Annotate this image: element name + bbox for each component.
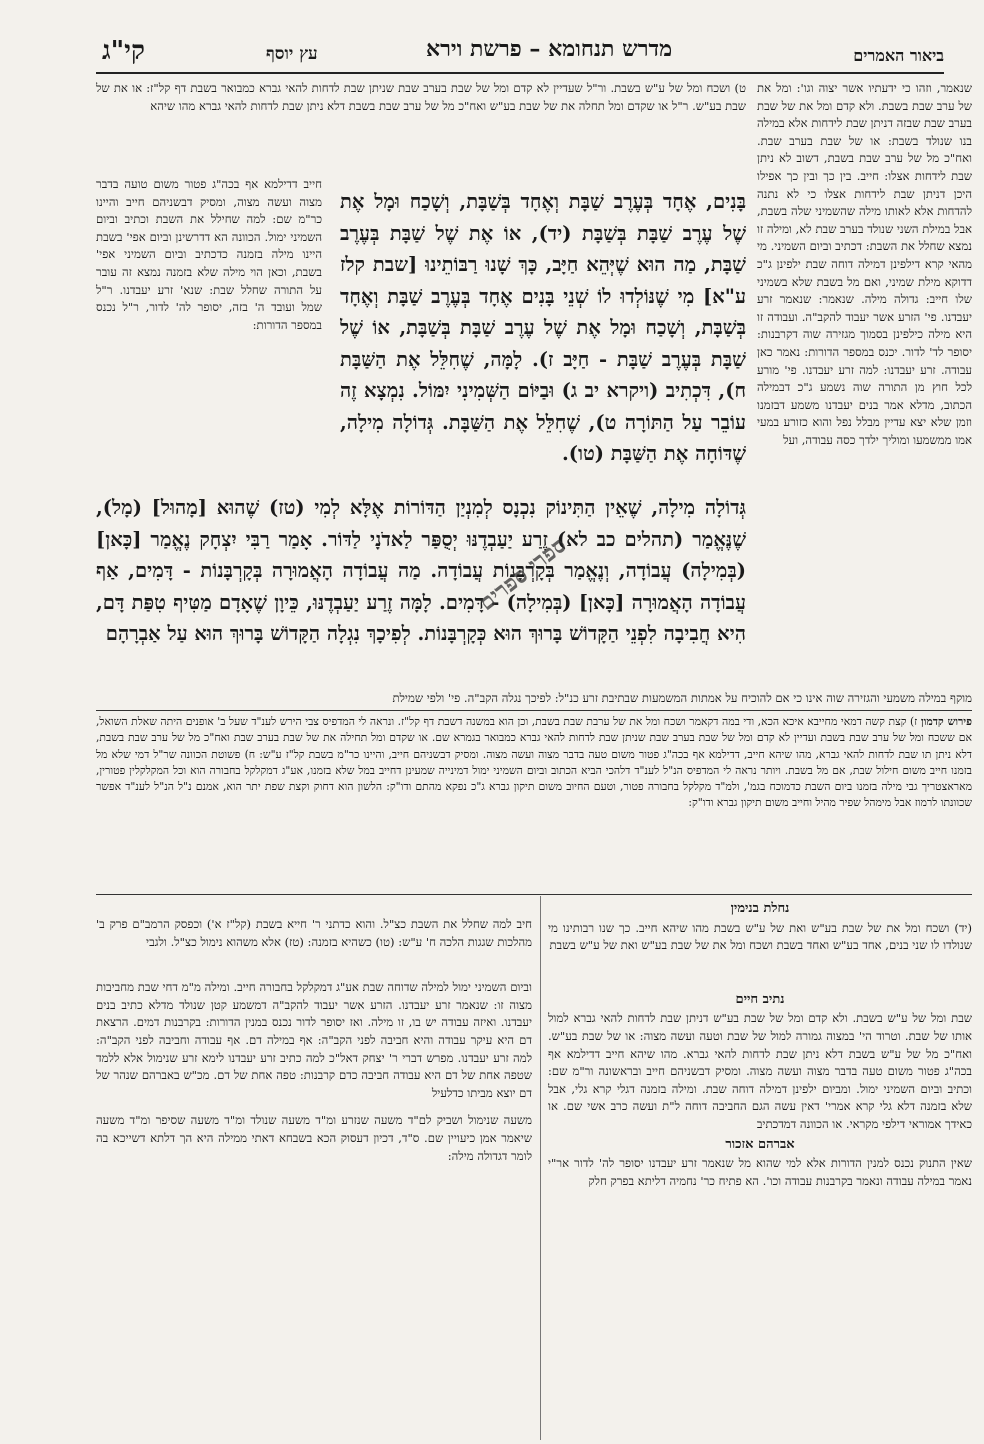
netiv-chaim-title: נתיב חיים — [735, 991, 785, 1007]
avraham-ezkor-title: אברהם אזכור — [725, 1136, 795, 1152]
nachalat-binyamin-title: נחלת בנימין — [730, 901, 790, 916]
peirush-kadmon — [96, 714, 972, 895]
biur-column: שנאמר, וזהו כי ידעתיו אשר יצוה וגו': ומל את של ערב שבת בשבת. ולא קדם ומל את של שבת בערב שבת שבזה דניתן שבת לידחות אלא במילה בנו שנולד בשבת: או של שבת בערב שבת. ואח"כ מל של ערב שבת בשבת, דשוב לא ניתן שבת לידחות אצלו: חייב. בין כך ובין כך אפילו היכן דניתן שבת לידחות אצלו כי לא נתנה להדחות אלא לאותו מילה שהשמיני שלה בשבת, אבל במילת השני שנולד בערב שבת לא, ומילה זו נמצא שחלל את השבת: דכתיב וביום השמיני. מי מהאי קרא דילפינן דמילה דוחה שבת ילפינן ג"כ דדוקא מילת שמיני, ואם מל בשבת שלא בשמיני שלו חייב: גדולה מילה. שנאמר: שנאמר זרע יעבדנו. פי' הזרע אשר יעבוד להקב"ה. ועבודה זו היא מילה כילפינן בסמוך מגזירה שוה דקרבנות: יסופר לד' לדור. יכנס במספר הדורות: נאמר כאן עבודה. זרע יעבדנו: למה זרע יעבדנו. פי' מורע לכל חוץ מן התורה שוה נשמע ג"כ דבמילה הכתוב, מדלא אמר בנים יעבדנו משמע דבזמנו וזמן שלא יצא עדיין מבלל נפל והוא כזורע במעי אמו ממשמעו ומוליך ילדך כסה עבודה, ועל — [757, 81, 972, 447]
bottom-right-commentaries — [548, 898, 972, 1438]
main-text-continued: גְּדוֹלָה מִילָה, שֶׁאֵין הַתִּינוֹק נִכְנָס לְמִנְיַן הַדּוֹרוֹת אֶלָּא לְמִי (טז) שֶׁהוּא [מָהוּל] (מָל), שֶׁנֶּאֱמַר (תהלים כב לא) זֶרַע יַעַבְדֶנּוּ יְסֻפַּר לַאדֹנָי לַדּוֹר. אָמַר רַבִּי יִצְחָק נֶאֱמַר [כָּאן] (בְּמִילָה) עֲבוֹדָה, וְנֶאֱמַר בְּקָרְבָּנוֹת עֲבוֹדָה. מַה עֲבוֹדָה הָאֲמוּרָה בְּקָרְבָּנוֹת - דָּמִים, אַף עֲבוֹדָה הָאֲמוּרָה [כָּאן] (בְּמִילָה) - דָּמִים. לָמָּה זֶרַע יַעַבְדֶנּוּ, כֵּיוָן שֶׁאָדָם מַטִּיף טִפַּת דָּם, הִיא חֲבִיבָה לִפְנֵי הַקָּדוֹשׁ בָּרוּךְ הוּא כְּקָרְבָּנוֹת. לְפִיכָךְ נִגְלָה הַקָּדוֹשׁ בָּרוּךְ הוּא עַל אַבְרָהָם — [96, 496, 746, 645]
biur-continuation: מוקף במילה משמעי והגזירה שוה אינו כי אם להוכיח על אמתות המשמעות שבתיבת זרע כנ"ל: לפיכך נגלה הקב"ה. פי' ולפי שמילת — [96, 690, 972, 711]
page-title: מדרש תנחומא – פרשת וירא — [426, 36, 673, 62]
library-stamp: ספרי ספרים — [473, 531, 572, 617]
ets-yosef-top: ט) ושכח ומל של ע"ש בשבת. ור"ל שעדיין לא קדם ומל של שבת בערב שבת שניתן שבת לדחות להאי גברא כמבואר בשבת דף קל"ז: או את של שבת בע"ש. ר"ל או שקדם ומל תחלה את של שבת בע"ש ואח"כ מל של ערב שבת בשבת דלא ניתן שבת לדחות להאי גברא מהו שיהא — [96, 81, 746, 113]
column-divider — [540, 896, 541, 1440]
ets-yosef-label: עץ יוסף — [266, 44, 318, 64]
page-number: קי"ג — [102, 36, 145, 66]
avraham-ezkor-cont: משעה שנימול ושביק לם"ד משעה שנזרע ומ"ד משעה שנולד ומ"ד משעה שסיפר ומ"ד משעה שיאמר אמן כיעויין שם. ס"ד, דכיון דעסוק הכא בשבחא דאתי ממילה היא הך דלתא דשייכא בה לומר דגדולה מילה: — [96, 1113, 532, 1163]
avraham-ezkor-text: שאין התנוק נכנס למנין הדורות אלא למי שהוא מל שנאמר זרע יעבדנו יסופר לה' לדור אר"י נאמר במילה עבודה ונאמר בקרבנות עבודה וכו'. הא פתיח כר' נחמיה דליתא בפרק חלק — [548, 1156, 972, 1188]
peirush-title: פירוש קדמון — [920, 715, 972, 728]
main-text: בָּנִים, אֶחָד בְּעֶרֶב שַׁבָּת וְאֶחָד בְּשַׁבָּת, וְשָׁכַח וּמָל אֶת שֶׁל עֶרֶב שַׁבָּת בְּשַׁבָּת (יד), אוֹ אֶת שֶׁל שַׁבָּת בְּעֶרֶב שַׁבָּת, מַה הוּא שֶׁיְּהֵא חַיָּב, כָּךְ שָׁנוּ רַבּוֹתֵינוּ [שבת קלז ע"א] מִי שֶׁנּוֹלְדוּ לוֹ שְׁנֵי בָּנִים אֶחָד בְּעֶרֶב שַׁבָּת וְאֶחָד בְּשַׁבָּת, וְשָׁכַח וּמָל אֶת שֶׁל עֶרֶב שַׁבָּת בְּשַׁבָּת, אוֹ שֶׁל שַׁבָּת בְּעֶרֶב שַׁבָּת - חַיָּב ז). לָמָּה, שֶׁחִלֵּל אֶת הַשַּׁבָּת ח), דִּכְתִיב (ויקרא יב ג) וּבַיּוֹם הַשְּׁמִינִי יִמּוֹל. נִמְצָא זֶה עוֹבֵר עַל הַתּוֹרָה ט), שֶׁחִלֵּל אֶת הַשַּׁבָּת. גְּדוֹלָה מִילָה, שֶׁדּוֹחָה אֶת הַשַּׁבָּת (טו). — [340, 190, 746, 465]
netiv-chaim-cont: וביום השמיני ימול למילה שדוחה שבת אע"ג דמקלקל בחבורה חייב. ומילה מ"מ דחי שבת מחביבות מצוה זו: שנאמר זרע יעבדנו. הזרע אשר יעבוד להקב"ה דמשמע קטן שנולד מדלא כתיב בנים יעבדנו. ואיזה עבודה יש בו, זו מילה. ואז יסופר לדור נכנס במנין הדורות: בקרבנות דמים. הרצאת דם היא עיקר עבודה והיא חביבה לפני הקב"ה: אף במילה דם. אף עבודה וחביבה לפני הקב"ה: למה זרע יעבדנו. מפרש דברי ר' יצחק דאל"כ למה כתיב זרע יעבדנו לימא זרע שנימול אלא ללמד שטפה אחת של דם היא עבודה חביבה כדם קרבנות: טפה אחת של דם. מכ"ש באברהם שנהר של דם יוצא מביתו כדלעיל — [96, 980, 532, 1100]
peirush-text: ז) קצת קשה דמאי מחייבא איכא הכא, ודי במה דקאמר ושכח ומל את של ערבת שבת בשבת, וכן הוא במשנה דשבת דף קל"ז. ונראה לי המדפיס צבי הירש לענ"ד שעל ב' אופנים היתה שאלת השואל, אם ששכח ומל של ערב שבת בשבת ועדיין לא קדם ומל של שבת בערב שבת שניתן שבת לדחות להאי גברא כמבואר בגמרא שם. או שקדם ומל תחילה את של שבת בערב שבת ואח"כ מל של ערב שבת בשבת, דלא ניתן תו שבת לדחות להאי גברא, מהו שיהא חייב, דדילמא אף בכה"ג פטור משום טעה בדבר מצוה ועשה מצוה. ומסיק דבשניהם חייב, והיינו כר"מ בשבת קל"ז ע"ש: ח) פשוטת הכוונה שר"ל דמי שלא מל בזמנו חייב משום חילול שבת, אם מל בשבת. ויותר נראה לי המדפיס הנ"ל לענ"ד דלהכי הביא הכתוב וביום השמיני ימול דמינייה שמעינן דחייב במל שלא בזמנו, אע"ג דמקלקל בחבורה הוא וכל המקלקלין פטורין, מאראצטריך גבי מילה בזמנו ביום השבת כדמוכח בגמ', ולמ"ד מקלקל בחבורה פטור, וטעם החיוב משום תיקון גברא ג"כ נפקא מהתם ודו"ק: הלשון הוא דחוק וקצת שפת יתר הוא, אמנם נ"ל הנ"ל לענ"ד אפשר שכוונתו לרמוז אבל מימהל שפיר מהיל וחייב משום תיקון גברא ודו"ק: — [96, 715, 972, 810]
ets-yosef-column: חייב דדילמא אף בכה"ג פטור משום טועה בדבר מצוה ועשה מצוה, ומסיק דבשניהם חייב והיינו כר"מ שם: למה שחילל את השבת וכתיב וביום השמיני ימול. הכוונה הא דדרשינן וביום אפי' בשבת היינו מילה בזמנה כדכתיב וביום השמיני אפי' בשבת, וכאן הוי מילה שלא בזמנה נמצא זה עובר על התורה שחלל שבת: שנא' זרע יעבדנו. ר"ל שמל ועובד ה' בזה, יסופר לה' לדור, ר"ל נכנס במספר הדורות: — [96, 177, 322, 332]
biur-label: ביאור האמרים — [853, 46, 944, 65]
nachalat-binyamin-cont: חיב למה שחלל את השבת כצ"ל. והוא כדתני ר' חייא בשבת (קל"ז א') וכפסק הרמב"ם פרק ב' מהלכות שגגות הלכה ח' ע"ש: (טו) כשהיא בזמנה: (טז) אלא משהוא נימול כצ"ל. ולגבי — [96, 917, 532, 949]
page-header — [96, 32, 944, 74]
nachalat-binyamin-text: (יד) ושכח ומל את של שבת בע"ש ואת של ע"ש בשבת מהו שיהא חייב. כך שנו רבותינו מי שנולדו לו שני בנים, אחד בע"ש ואחד בשבת ושכח ומל את של שבת בע"ש ואת של ע"ש בשבת — [548, 920, 972, 953]
bottom-left-commentaries — [96, 898, 532, 1438]
netiv-chaim-text: שבת ומל של ע"ש בשבת. ולא קדם ומל של שבת בע"ש דניתן שבת לדחות להאי גברא למול אותו של שבת. וטרוד הי' במצוה גמורה למול של שבת וטעה ועשה מצוה: או של שבת בע"ש. ואח"כ מל של ע"ש בשבת דלא ניתן שבת לדחות להאי גברא. מהו שיהא חייב דדילמא אף בכה"ג פטור משום טעה בדבר מצוה ועשה מצוה. ומסיק דבשניהם חייב ובראשונה ור"מ שם: וכתיב וביום השמיני ימול. ומביום ילפינן דמילה דוחה שבת. ומילה בזמנה דגלי קרא גלי, אבל שלא בזמנה דלא גלי קרא אמרי' דאין עשה הגם החביבה דוחה ל"ת ועשה כרב אשי שם. או כאידך אמוראי דילפי מקראי. או הכוונה דמדכתיב — [548, 1011, 972, 1131]
